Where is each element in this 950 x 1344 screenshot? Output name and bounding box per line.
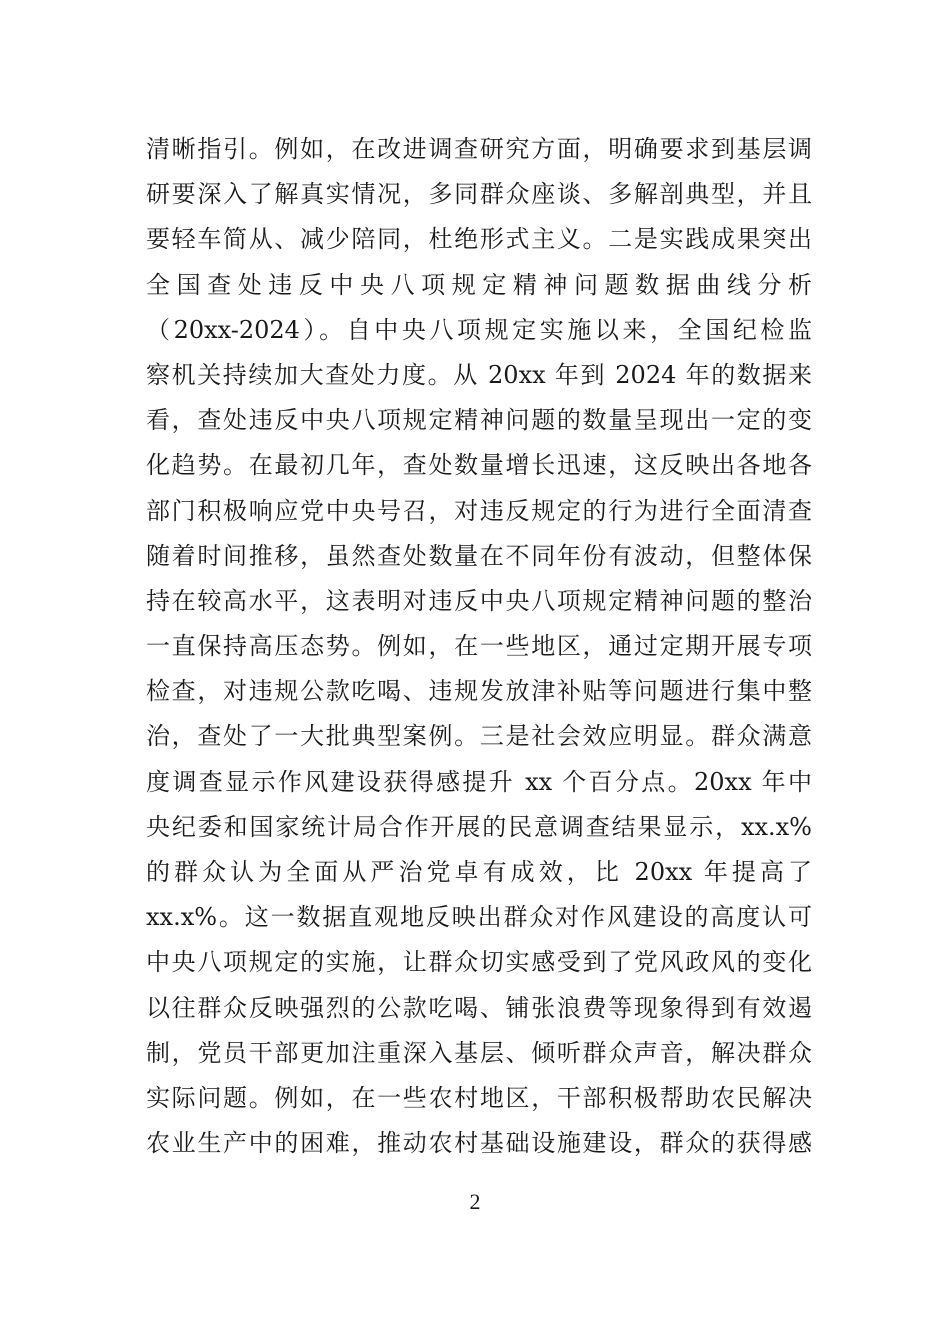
text-line: 中央八项规定的实施，让群众切实感受到了党风政风的变化	[146, 948, 812, 977]
text-line: 治，查处了一大批典型案例。三是社会效应明显。群众满意	[146, 722, 812, 751]
text-line: 化趋势。在最初几年，查处数量增长迅速，这反映出各地各	[146, 451, 812, 480]
text-line: 随着时间推移，虽然查处数量在不同年份有波动，但整体保	[146, 541, 812, 570]
text-line: 研要深入了解真实情况，多同群众座谈、多解剖典型，并且	[146, 180, 812, 209]
text-line: 清晰指引。例如，在改进调查研究方面，明确要求到基层调	[146, 135, 812, 163]
text-line: 检查，对违规公款吃喝、违规发放津补贴等问题进行集中整	[146, 677, 812, 706]
text-line: xx.x%。这一数据直观地反映出群众对作风建设的高度认可	[146, 903, 812, 932]
text-line: （20xx-2024）。自中央八项规定实施以来，全国纪检监	[146, 315, 812, 344]
text-line: 持在较高水平，这表明对违反中央八项规定精神问题的整治	[146, 586, 812, 615]
text-line: 要轻车简从、减少陪同，杜绝形式主义。二是实践成果突出	[146, 225, 812, 254]
text-line: 实际问题。例如，在一些农村地区，干部积极帮助农民解决	[146, 1083, 812, 1112]
body-text	[146, 127, 812, 1166]
text-line: 制，党员干部更加注重深入基层、倾听群众声音，解决群众	[146, 1038, 812, 1067]
text-line: 以往群众反映强烈的公款吃喝、铺张浪费等现象得到有效遏	[146, 993, 812, 1022]
text-line: 的群众认为全面从严治党卓有成效，比 20xx 年提高了	[146, 858, 812, 886]
text-line: 一直保持高压态势。例如，在一些地区，通过定期开展专项	[146, 632, 812, 661]
text-line: 央纪委和国家统计局合作开展的民意调查结果显示，xx.x%	[146, 812, 812, 841]
text-line: 察机关持续加大查处力度。从 20xx 年到 2024 年的数据来	[146, 360, 812, 389]
text-line: 部门积极响应党中央号召，对违反规定的行为进行全面清查	[146, 496, 812, 525]
text-line: 看，查处违反中央八项规定精神问题的数量呈现出一定的变	[146, 406, 812, 435]
text-line: 度调查显示作风建设获得感提升 xx 个百分点。20xx 年中	[146, 767, 812, 796]
text-line: 农业生产中的困难，推动农村基础设施建设，群众的获得感	[146, 1129, 812, 1158]
page-number: 2	[469, 1189, 481, 1214]
text-line: 全国查处违反中央八项规定精神问题数据曲线分析	[146, 270, 812, 299]
